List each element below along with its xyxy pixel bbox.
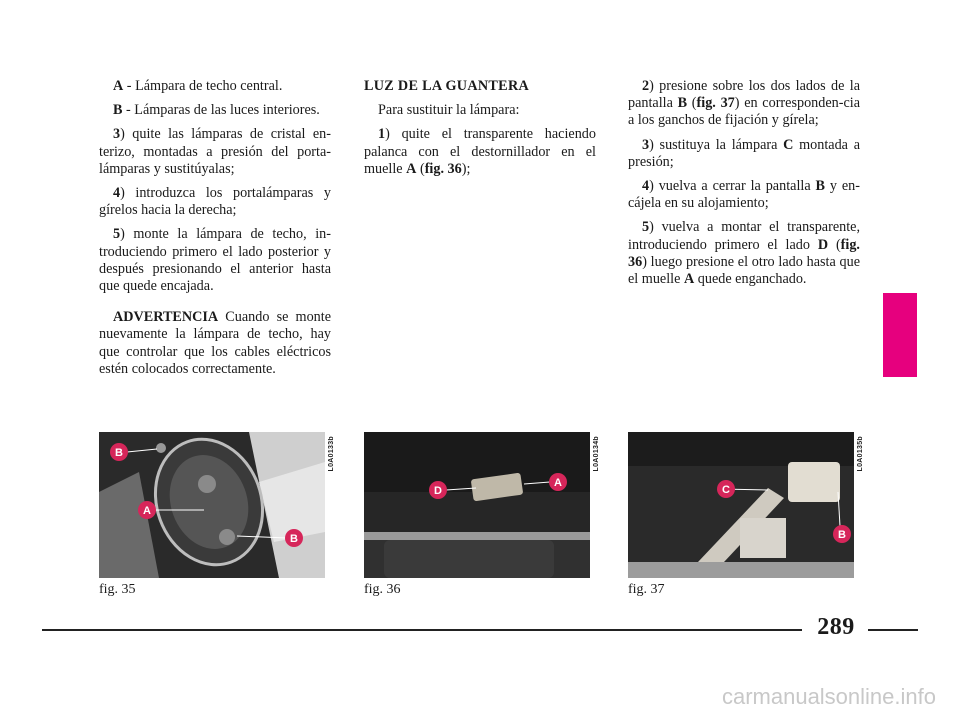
text: Cuando se monte nuevamente la lámpara de techo, hay que controlar que los cables eléctricos estén colocados correctamente. xyxy=(99,309,331,377)
step-number: 1 xyxy=(378,126,386,143)
label-a: A xyxy=(113,78,124,94)
svg-text:B: B xyxy=(115,447,123,459)
text: ( xyxy=(687,95,697,112)
text: ) luego presione el otro lado hasta que el muelle xyxy=(628,253,860,288)
text: ) introduzca los portalámparas y gírelos hacia la derecha; xyxy=(99,185,331,219)
text: ) monte la lámpara de techo, in-troduciendo primero el lado posterior y después presionando el anterior hasta que quede encajada. xyxy=(99,226,331,295)
svg-text:A: A xyxy=(143,505,151,517)
callout-b xyxy=(833,525,851,543)
ref-b: B xyxy=(815,178,825,195)
svg-text:B: B xyxy=(838,529,846,541)
fig-ref: fig. 36 xyxy=(424,160,462,177)
svg-text:D: D xyxy=(434,485,442,497)
step-4b xyxy=(628,178,860,212)
figure-37-photo xyxy=(628,432,854,578)
warning-paragraph xyxy=(99,309,331,378)
callout-d xyxy=(429,481,447,499)
footer-rule-right xyxy=(868,629,918,631)
step-number: 3 xyxy=(642,136,650,153)
section-tab xyxy=(883,293,917,377)
text-column-3 xyxy=(628,78,860,295)
label-b: B xyxy=(113,102,123,119)
text: ) vuelva a montar el transparente, introduciendo primero el lado xyxy=(628,219,860,253)
text-column-2 xyxy=(364,78,596,185)
callout-c xyxy=(717,480,735,498)
figure-caption: fig. 35 xyxy=(99,582,136,597)
svg-text:B: B xyxy=(290,533,298,545)
svg-text:C: C xyxy=(722,484,730,496)
step-5 xyxy=(99,226,331,295)
ref-d: D xyxy=(817,236,829,253)
text: y en-cájela en su alojamiento; xyxy=(628,178,861,212)
figure-code: L0A0135b xyxy=(857,436,864,472)
figure-35-photo xyxy=(99,432,325,578)
text-column-1 xyxy=(99,78,331,385)
paragraph-lamp-a xyxy=(99,78,331,95)
text: ) quite las lámparas de cristal en-terizo, montadas a presión del porta-lámparas y sustitúyalas; xyxy=(99,126,331,177)
step-1 xyxy=(364,126,596,178)
watermark: carmanualsonline.info xyxy=(721,684,936,709)
step-3b xyxy=(628,137,860,171)
step-number: 5 xyxy=(642,219,650,236)
step-number: 4 xyxy=(642,178,650,195)
footer-rule-left xyxy=(42,629,802,631)
text: ) quite el transparente haciendo palanca con el destornillador en el muelle xyxy=(364,126,596,177)
text: ); xyxy=(461,160,471,177)
text: ) sustituya la lámpara xyxy=(649,136,784,153)
figure-caption: fig. 36 xyxy=(364,582,401,597)
ref-b: B xyxy=(677,95,688,112)
callout-b xyxy=(285,529,303,547)
section-heading: LUZ DE LA GUANTERA xyxy=(364,78,530,94)
figure-code: L0A0133b xyxy=(328,436,335,472)
fig-ref: fig. 36 xyxy=(628,236,860,270)
text: ) presione sobre los dos lados de la pantalla xyxy=(628,78,860,112)
text: ( xyxy=(828,236,841,253)
text: ) vuelva a cerrar la pantalla xyxy=(649,178,816,195)
ref-a: A xyxy=(683,271,695,288)
text: ( xyxy=(416,160,425,177)
step-4 xyxy=(99,185,331,219)
step-2 xyxy=(628,78,860,130)
callout-a xyxy=(549,473,567,491)
paragraph-lamp-b xyxy=(99,102,331,119)
step-number: 4 xyxy=(113,185,121,202)
fig-ref: fig. 37 xyxy=(696,95,735,112)
ref-a: A xyxy=(406,160,417,177)
svg-text:A: A xyxy=(554,477,562,489)
warning-label: ADVERTENCIA xyxy=(113,309,219,326)
ref-c: C xyxy=(783,136,794,153)
callout-a xyxy=(138,501,156,519)
step-5b xyxy=(628,219,860,288)
figure-36-photo xyxy=(364,432,590,578)
text: - Lámpara de techo central. xyxy=(123,78,283,94)
figure-caption: fig. 37 xyxy=(628,582,665,597)
page-number: 289 xyxy=(817,614,855,640)
step-number: 3 xyxy=(113,126,121,143)
callout-b xyxy=(110,443,128,461)
text: montada a presión; xyxy=(628,136,860,170)
step-number: 2 xyxy=(642,78,650,94)
text: quede enganchado. xyxy=(694,271,807,288)
figure-code: L0A0134b xyxy=(593,436,600,472)
step-3 xyxy=(99,126,331,178)
text: ) en corresponden-cia a los ganchos de fijación y gírela; xyxy=(628,95,860,129)
text: - Lámparas de las luces interiores. xyxy=(122,102,320,119)
step-number: 5 xyxy=(113,226,121,243)
intro-text: Para sustituir la lámpara: xyxy=(378,102,520,119)
